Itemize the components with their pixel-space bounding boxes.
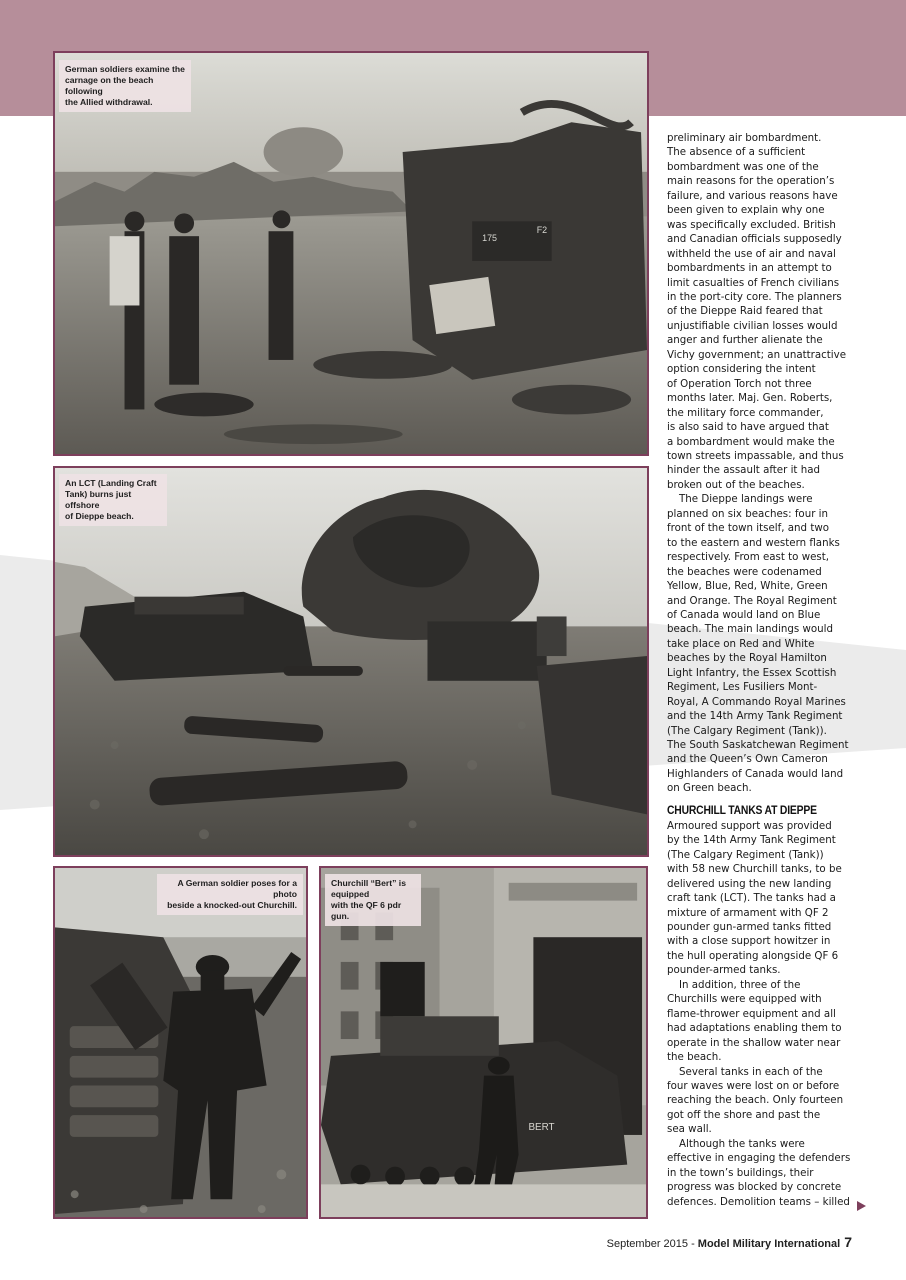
article-paragraph: In addition, three of the Churchills were equipped with flame-thrower equipment and all had adaptations enabling them to operate in the shallow water near the beach. — [667, 978, 842, 1064]
caption-photo-3: A German soldier poses for a photo beside a knocked-out Churchill. — [157, 874, 303, 915]
footer-magazine-title: Model Military International — [697, 1238, 841, 1250]
article-paragraph: Armoured support was provided by the 14th Army Tank Regiment (The Calgary Regiment (Tank)) with 58 new Churchill tanks, to be delivered using the new landing craft tank (LCT). The tanks had a mixture of armament with QF 2 pounder gun-armed tanks fitted with a close support howitzer in the hull operating alongside QF 6 pounder-armed tanks. — [667, 819, 842, 977]
article-body — [667, 131, 867, 1209]
page-number: 7 — [844, 1234, 852, 1250]
article-paragraph: Although the tanks were effective in engaging the defenders in the town’s buildings, their progress was blocked by concrete defences. Demolition teams – killed — [667, 1137, 851, 1208]
article-paragraph: Several tanks in each of the four waves were lost on or before reaching the beach. Only fourteen got off the shore and past the sea wall. — [667, 1065, 844, 1136]
page-footer — [607, 1234, 852, 1250]
caption-photo-4: Churchill “Bert” is equipped with the QF 6 pdr gun. — [325, 874, 421, 926]
photo-german-soldier-churchill — [53, 866, 308, 1219]
article-paragraph: The Dieppe landings were planned on six beaches: four in front of the town itself, and two to the eastern and western flanks respectively. From east to west, the beaches were codenamed Yellow, Blue, Red, White, Green and Orange. The Royal Regiment of Canada would land on Blue beach. The main landings would take place on Red and White beaches by the Royal Hamilton Light Infantry, the Essex Scottish Regiment, Les Fusiliers Mont- Royal, A Commando Royal Marines and the 14th Army Tank Regiment (The Calgary Regiment (Tank)). The South Saskatchewan Regiment and the Queen’s Own Cameron Highlanders of Canada would land on Green beach. — [667, 493, 849, 795]
tank-name-marking: BERT — [528, 1121, 555, 1133]
tank-number-marking: 175 — [482, 233, 498, 244]
continue-arrow-icon — [857, 1201, 866, 1211]
footer-date: September 2015 - — [606, 1238, 698, 1250]
article-paragraph: preliminary air bombardment. The absence of a sufficient bombardment was one of the main reasons for the operation’s failure, and various reasons have been given to explain why one was specifically excluded. British and Canadian officials supposedly withheld the use of air and naval bombardments in an attempt to limit casualties of French civilians in the port-city core. The planners of the Dieppe Raid feared that unjustifiable civilian losses would anger and further alienate the Vichy government; an unattractive option considering the intent of Operation Torch not three months later. Maj. Gen. Roberts, the military force commander, is also said to have argued that a bombardment would make the town streets impassable, and thus hinder the assault after it had broken out of the beaches. — [667, 132, 847, 491]
section-heading: CHURCHILL TANKS AT DIEPPE — [667, 804, 817, 817]
caption-photo-1: German soldiers examine the carnage on the beach following the Allied withdrawal. — [59, 60, 191, 112]
tank-code-marking: F2 — [536, 225, 548, 236]
caption-photo-2: An LCT (Landing Craft Tank) burns just offshore of Dieppe beach. — [59, 474, 167, 526]
